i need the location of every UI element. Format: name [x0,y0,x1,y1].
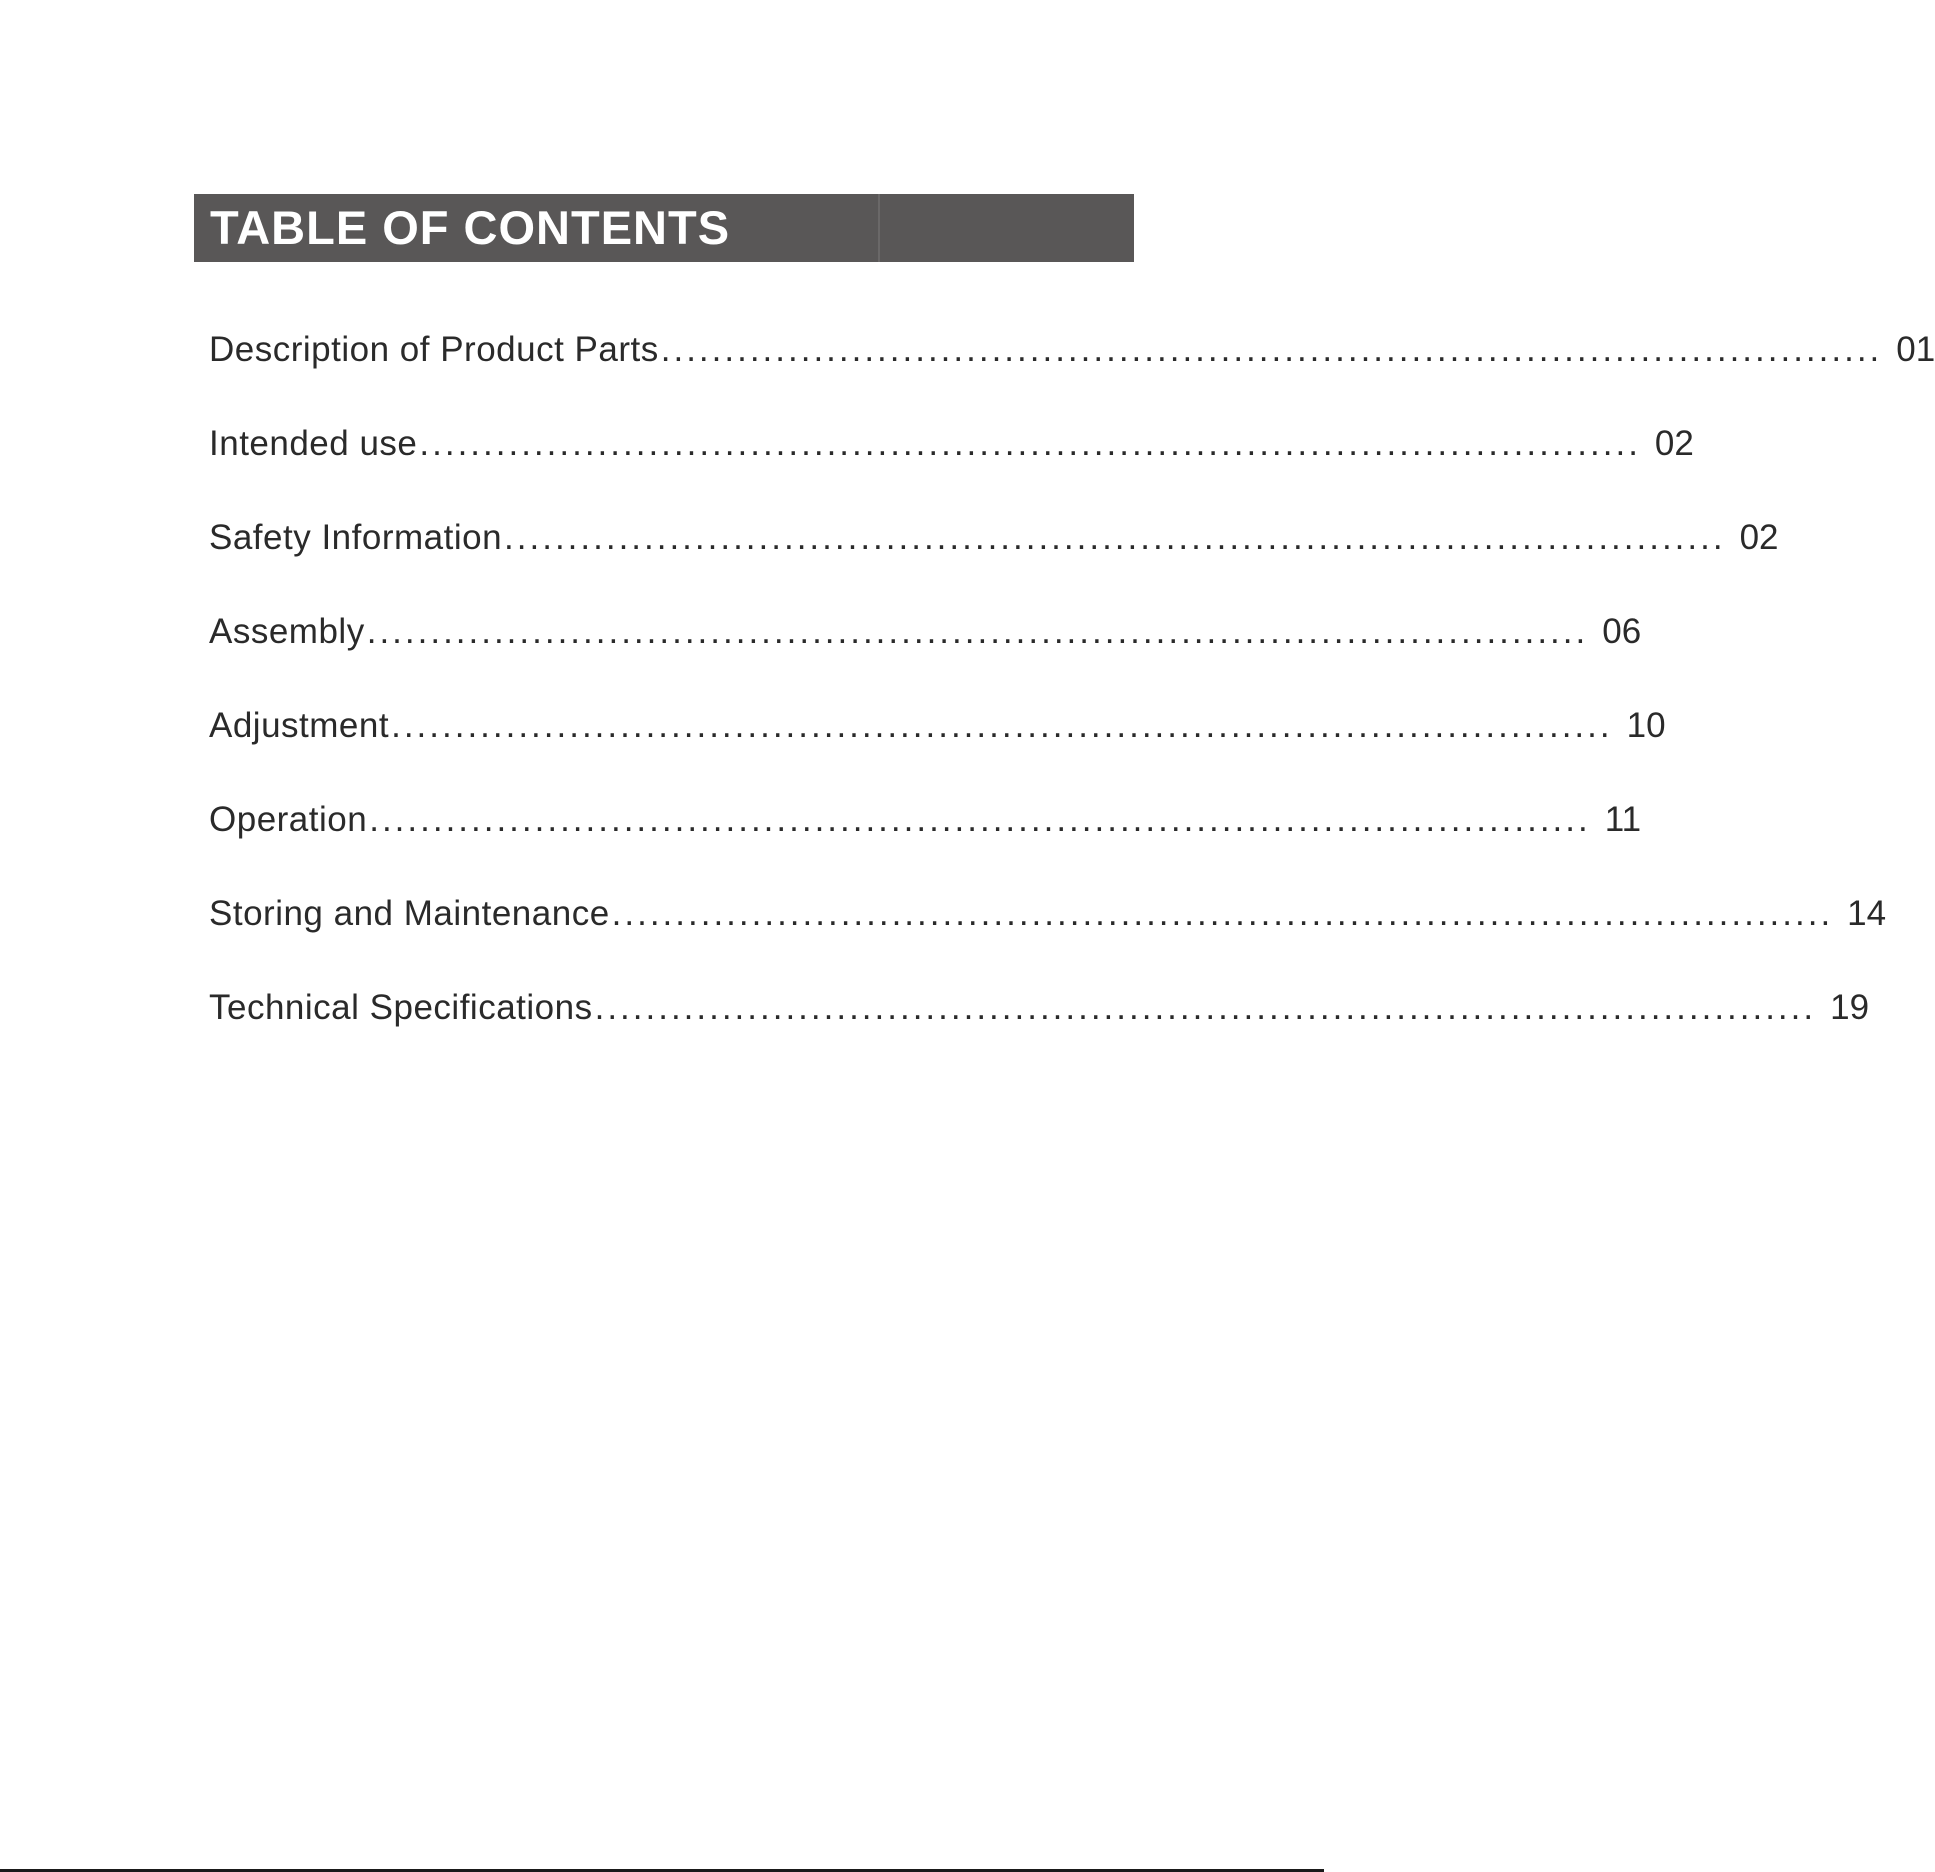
toc-leader-dots: ................................................................................................ [504,518,1726,557]
toc-entry-page: 14 [1847,894,1887,933]
toc-entry[interactable] [209,988,1870,1082]
toc-entry[interactable] [209,706,1666,800]
toc-entry-label: Technical Specifications [209,988,593,1027]
toc-entry-page: 19 [1830,988,1870,1027]
toc-entry[interactable] [209,612,1642,706]
toc-entry-page: 01 [1896,330,1935,369]
toc-entry-label: Description of Product Parts [209,330,659,369]
toc-entry-page: 11 [1604,800,1642,839]
toc-title: TABLE OF CONTENTS [210,201,731,254]
toc-title-bar [194,194,1134,262]
toc-entry[interactable] [209,330,1935,424]
toc-leader-dots: ................................................................................................ [594,988,1817,1027]
toc-entry-label: Assembly [209,612,365,651]
toc-leader-dots: ................................................................................................ [419,424,1641,463]
toc-entry-page: 10 [1626,706,1666,745]
title-bar-divider [878,194,880,262]
toc-entry[interactable] [209,894,1887,988]
toc-leader-dots: ................................................................................................ [369,800,1591,839]
toc-entry-label: Safety Information [209,518,503,557]
toc-entry[interactable] [209,424,1694,518]
toc-leader-dots: ................................................................................................ [611,894,1834,933]
toc-entry-page: 02 [1654,424,1694,463]
toc-entry-page: 02 [1739,518,1779,557]
toc-leader-dots: ................................................................................................ [660,330,1883,369]
toc-leader-dots: ................................................................................................ [366,612,1589,651]
toc-entry-label: Intended use [209,424,418,463]
toc-entry-label: Operation [209,800,368,839]
toc-entry[interactable] [209,518,1779,612]
toc-list [209,330,1935,1082]
toc-leader-dots: ................................................................................................ [391,706,1613,745]
toc-entry-label: Adjustment [209,706,390,745]
toc-entry[interactable] [209,800,1642,894]
toc-entry-label: Storing and Maintenance [209,894,610,933]
toc-entry-page: 06 [1602,612,1642,651]
